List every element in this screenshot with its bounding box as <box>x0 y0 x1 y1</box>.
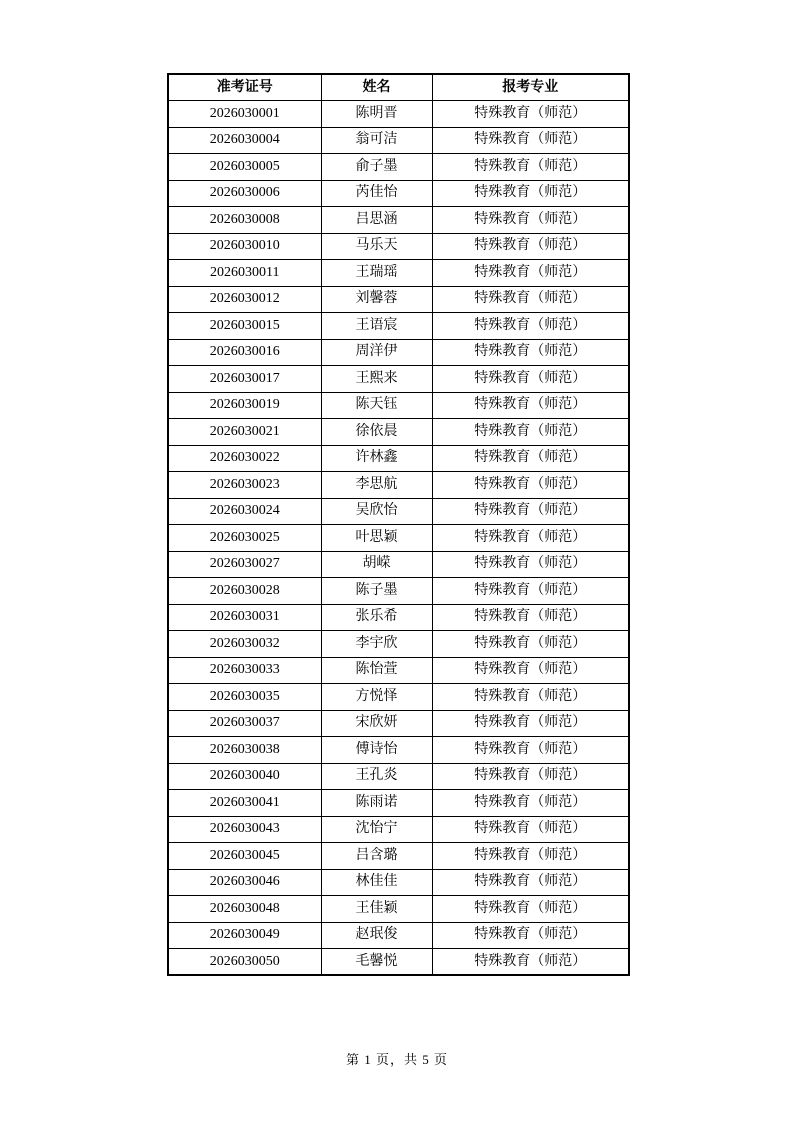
table-row <box>168 472 629 499</box>
major-cell: 特殊教育（师范） <box>432 949 629 976</box>
ticket-number-cell: 2026030032 <box>168 631 321 658</box>
ticket-number-cell: 2026030025 <box>168 525 321 552</box>
name-cell: 沈怡宁 <box>321 816 432 843</box>
table-row <box>168 445 629 472</box>
major-cell: 特殊教育（师范） <box>432 472 629 499</box>
name-cell: 王孔炎 <box>321 763 432 790</box>
name-cell: 陈明晋 <box>321 101 432 128</box>
table-row <box>168 207 629 234</box>
name-cell: 许林鑫 <box>321 445 432 472</box>
table-header-row <box>168 74 629 101</box>
major-cell: 特殊教育（师范） <box>432 551 629 578</box>
major-cell: 特殊教育（师范） <box>432 604 629 631</box>
major-cell: 特殊教育（师范） <box>432 366 629 393</box>
name-cell: 俞子墨 <box>321 154 432 181</box>
name-cell: 陈雨诺 <box>321 790 432 817</box>
major-cell: 特殊教育（师范） <box>432 896 629 923</box>
name-cell: 王瑞瑶 <box>321 260 432 287</box>
ticket-number-cell: 2026030031 <box>168 604 321 631</box>
ticket-number-cell: 2026030016 <box>168 339 321 366</box>
major-cell: 特殊教育（师范） <box>432 127 629 154</box>
table-row <box>168 816 629 843</box>
table-row <box>168 763 629 790</box>
major-cell: 特殊教育（师范） <box>432 684 629 711</box>
table-body <box>168 101 629 976</box>
name-cell: 徐依晨 <box>321 419 432 446</box>
name-cell: 吕思涵 <box>321 207 432 234</box>
table-row <box>168 101 629 128</box>
table-row <box>168 260 629 287</box>
name-cell: 张乐希 <box>321 604 432 631</box>
name-cell: 王佳颖 <box>321 896 432 923</box>
name-cell: 林佳佳 <box>321 869 432 896</box>
table-row <box>168 869 629 896</box>
name-cell: 赵珉俊 <box>321 922 432 949</box>
major-cell: 特殊教育（师范） <box>432 445 629 472</box>
table-row <box>168 233 629 260</box>
ticket-number-cell: 2026030048 <box>168 896 321 923</box>
ticket-number-cell: 2026030022 <box>168 445 321 472</box>
name-cell: 刘馨蓉 <box>321 286 432 313</box>
table-row <box>168 498 629 525</box>
ticket-number-cell: 2026030033 <box>168 657 321 684</box>
table-row <box>168 604 629 631</box>
name-cell: 陈子墨 <box>321 578 432 605</box>
major-cell: 特殊教育（师范） <box>432 339 629 366</box>
major-cell: 特殊教育（师范） <box>432 763 629 790</box>
column-header-major: 报考专业 <box>432 74 629 101</box>
table-row <box>168 631 629 658</box>
major-cell: 特殊教育（师范） <box>432 710 629 737</box>
major-cell: 特殊教育（师范） <box>432 154 629 181</box>
table-row <box>168 154 629 181</box>
table-row <box>168 737 629 764</box>
major-cell: 特殊教育（师范） <box>432 737 629 764</box>
major-cell: 特殊教育（师范） <box>432 790 629 817</box>
ticket-number-cell: 2026030038 <box>168 737 321 764</box>
ticket-number-cell: 2026030015 <box>168 313 321 340</box>
major-cell: 特殊教育（师范） <box>432 657 629 684</box>
name-cell: 吕含璐 <box>321 843 432 870</box>
major-cell: 特殊教育（师范） <box>432 578 629 605</box>
table-row <box>168 922 629 949</box>
major-cell: 特殊教育（师范） <box>432 101 629 128</box>
major-cell: 特殊教育（师范） <box>432 392 629 419</box>
column-header-ticket-number: 准考证号 <box>168 74 321 101</box>
name-cell: 王语宸 <box>321 313 432 340</box>
name-cell: 方悦怿 <box>321 684 432 711</box>
table-row <box>168 313 629 340</box>
table-row <box>168 551 629 578</box>
major-cell: 特殊教育（师范） <box>432 207 629 234</box>
name-cell: 翁可洁 <box>321 127 432 154</box>
major-cell: 特殊教育（师范） <box>432 922 629 949</box>
table-row <box>168 525 629 552</box>
table-row <box>168 710 629 737</box>
major-cell: 特殊教育（师范） <box>432 260 629 287</box>
ticket-number-cell: 2026030043 <box>168 816 321 843</box>
ticket-number-cell: 2026030019 <box>168 392 321 419</box>
major-cell: 特殊教育（师范） <box>432 419 629 446</box>
name-cell: 芮佳怡 <box>321 180 432 207</box>
ticket-number-cell: 2026030024 <box>168 498 321 525</box>
ticket-number-cell: 2026030010 <box>168 233 321 260</box>
ticket-number-cell: 2026030017 <box>168 366 321 393</box>
major-cell: 特殊教育（师范） <box>432 313 629 340</box>
major-cell: 特殊教育（师范） <box>432 233 629 260</box>
candidate-roster-table <box>167 73 630 976</box>
ticket-number-cell: 2026030049 <box>168 922 321 949</box>
name-cell: 吴欣怡 <box>321 498 432 525</box>
table-row <box>168 843 629 870</box>
major-cell: 特殊教育（师范） <box>432 498 629 525</box>
page-number-footer: 第 1 页，共 5 页 <box>345 1052 448 1067</box>
major-cell: 特殊教育（师范） <box>432 631 629 658</box>
ticket-number-cell: 2026030028 <box>168 578 321 605</box>
table-row <box>168 790 629 817</box>
name-cell: 李宇欣 <box>321 631 432 658</box>
table-row <box>168 578 629 605</box>
name-cell: 宋欣妍 <box>321 710 432 737</box>
name-cell: 李思航 <box>321 472 432 499</box>
ticket-number-cell: 2026030045 <box>168 843 321 870</box>
table-row <box>168 366 629 393</box>
name-cell: 周洋伊 <box>321 339 432 366</box>
major-cell: 特殊教育（师范） <box>432 525 629 552</box>
table-row <box>168 392 629 419</box>
column-header-name: 姓名 <box>321 74 432 101</box>
name-cell: 王熙来 <box>321 366 432 393</box>
ticket-number-cell: 2026030041 <box>168 790 321 817</box>
ticket-number-cell: 2026030008 <box>168 207 321 234</box>
table-row <box>168 286 629 313</box>
ticket-number-cell: 2026030023 <box>168 472 321 499</box>
name-cell: 傅诗怡 <box>321 737 432 764</box>
name-cell: 胡嵘 <box>321 551 432 578</box>
major-cell: 特殊教育（师范） <box>432 180 629 207</box>
ticket-number-cell: 2026030037 <box>168 710 321 737</box>
major-cell: 特殊教育（师范） <box>432 843 629 870</box>
ticket-number-cell: 2026030035 <box>168 684 321 711</box>
table-row <box>168 419 629 446</box>
ticket-number-cell: 2026030027 <box>168 551 321 578</box>
ticket-number-cell: 2026030004 <box>168 127 321 154</box>
ticket-number-cell: 2026030012 <box>168 286 321 313</box>
table-row <box>168 127 629 154</box>
name-cell: 陈怡萱 <box>321 657 432 684</box>
table-row <box>168 180 629 207</box>
table-row <box>168 896 629 923</box>
name-cell: 毛馨悦 <box>321 949 432 976</box>
ticket-number-cell: 2026030011 <box>168 260 321 287</box>
ticket-number-cell: 2026030040 <box>168 763 321 790</box>
ticket-number-cell: 2026030005 <box>168 154 321 181</box>
ticket-number-cell: 2026030006 <box>168 180 321 207</box>
ticket-number-cell: 2026030021 <box>168 419 321 446</box>
major-cell: 特殊教育（师范） <box>432 869 629 896</box>
ticket-number-cell: 2026030050 <box>168 949 321 976</box>
name-cell: 叶思颖 <box>321 525 432 552</box>
table-row <box>168 657 629 684</box>
table-row <box>168 949 629 976</box>
table-row <box>168 684 629 711</box>
major-cell: 特殊教育（师范） <box>432 816 629 843</box>
ticket-number-cell: 2026030001 <box>168 101 321 128</box>
ticket-number-cell: 2026030046 <box>168 869 321 896</box>
name-cell: 马乐天 <box>321 233 432 260</box>
major-cell: 特殊教育（师范） <box>432 286 629 313</box>
table-row <box>168 339 629 366</box>
name-cell: 陈天钰 <box>321 392 432 419</box>
